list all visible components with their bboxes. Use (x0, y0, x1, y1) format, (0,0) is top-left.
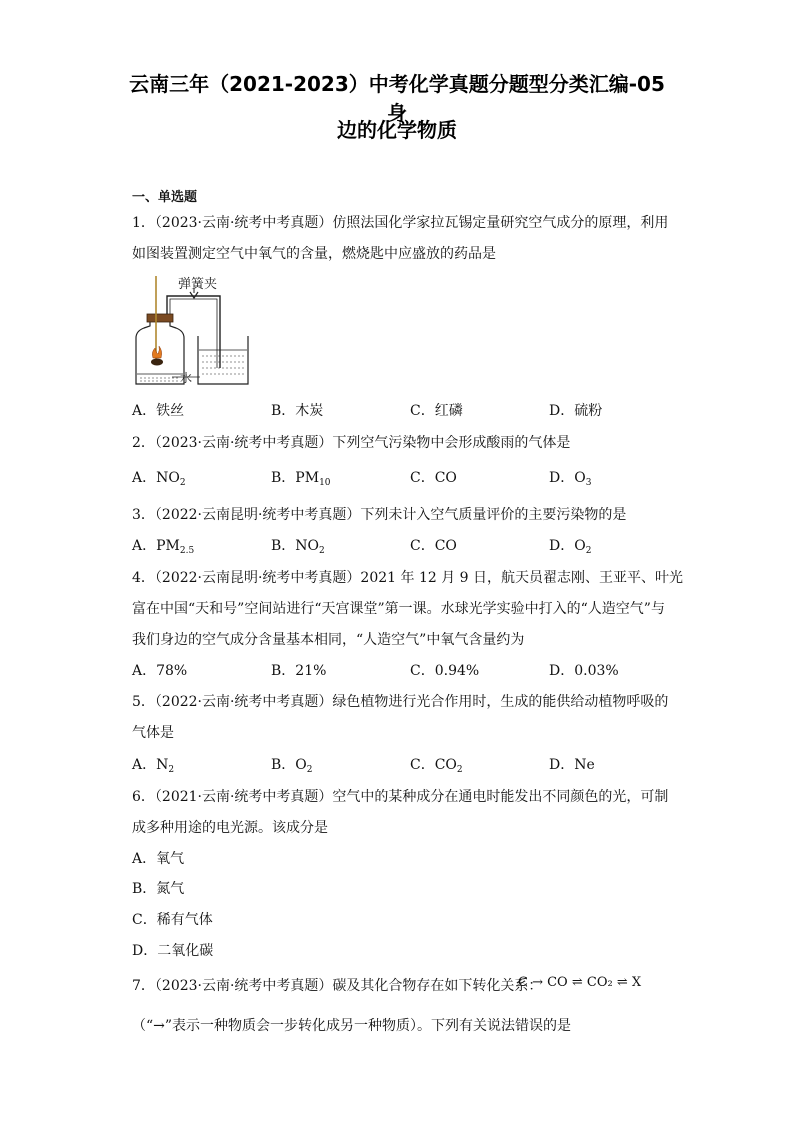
q4-option-a: A．78% (132, 663, 188, 679)
q4-option-d: D．0.03% (549, 663, 619, 679)
q2-option-c: C．CO (410, 470, 457, 486)
q5-options (132, 754, 692, 774)
q5-option-c: C．$CO_2$ (410, 757, 463, 775)
q3-options (132, 535, 692, 555)
q3-option-c: C．CO (410, 538, 457, 554)
q3-option-a: A．$PM_{2.5}$ (132, 538, 195, 556)
q5-option-d: D．Ne (549, 757, 595, 773)
q4-stem-line-1: 4．（2022·云南昆明·统考中考真题）2021 年 12 月 9 日，航天员翟志刚、王亚平、叶光 (132, 570, 684, 586)
q2-stem: 2．（2023·云南·统考中考真题）下列空气污染物中会形成酸雨的气体是 (132, 435, 571, 451)
q4-stem-line-2: 富在中国“天和号”空间站进行“天宫课堂”第一课。水球光学实验中打入的“人造空气”与 (132, 601, 665, 617)
q7-stem-line-1: 7．（2023·云南·统考中考真题）碳及其化合物存在如下转化关系： (132, 978, 543, 994)
beaker-shape (198, 336, 248, 384)
q2-option-b: B．$PM_{10}$ (271, 470, 331, 488)
glass-tube-inner (170, 299, 217, 368)
q6-option-d: D．二氧化碳 (132, 943, 214, 959)
q5-option-a: A．$N_2$ (132, 757, 175, 775)
q6-option-a: A．氧气 (132, 851, 185, 867)
q5-stem-line-2: 气体是 (132, 725, 174, 741)
q3-option-b: B．$NO_2$ (271, 538, 325, 556)
flame-shape (152, 346, 161, 358)
q7-stem-line-2: （“→”表示一种物质会一步转化成另一种物质）。下列有关说法错误的是 (132, 1018, 572, 1034)
spoon-bowl (151, 359, 163, 366)
q2-option-a: A．$NO_2$ (132, 470, 186, 488)
q1-stem-line-2: 如图装置测定空气中氧气的含量，燃烧匙中应盛放的药品是 (132, 246, 496, 262)
q6-stem-line-1: 6．（2021·云南·统考中考真题）空气中的某种成分在通电时能发出不同颜色的光，可制 (132, 789, 669, 805)
q3-option-d: D．$O_2$ (549, 538, 592, 556)
q5-option-b: B．$O_2$ (271, 757, 313, 775)
clip-label: 弹簧夹 (178, 277, 218, 292)
q6-stem-line-2: 成多种用途的电光源。该成分是 (132, 820, 328, 836)
water-label: 水 (180, 371, 193, 385)
q1-option-d: D．硫粉 (549, 403, 603, 419)
q7-equation: C → CO ⇌ CO₂ ⇌ X (518, 975, 642, 990)
q2-option-d: D．$O_3$ (549, 470, 592, 488)
document-title-line-1: 云南三年（2021-2023）中考化学真题分题型分类汇编-05 身 (129, 72, 665, 125)
q4-stem-line-3: 我们身边的空气成分含量基本相同，“人造空气”中氧气含量约为 (132, 632, 525, 648)
document-title-line-2: 边的化学物质 (337, 118, 457, 142)
apparatus-diagram (132, 276, 252, 392)
q1-stem-line-1: 1．（2023·云南·统考中考真题）仿照法国化学家拉瓦锡定量研究空气成分的原理，利用 (132, 215, 669, 231)
q4-option-c: C．0.94% (410, 663, 480, 679)
q5-stem-line-1: 5．（2022·云南·统考中考真题）绿色植物进行光合作用时，生成的能供给动植物呼吸的 (132, 694, 669, 710)
q4-options (132, 660, 692, 680)
q3-stem: 3．（2022·云南昆明·统考中考真题）下列未计入空气质量评价的主要污染物的是 (132, 507, 627, 523)
q1-option-c: C．红磷 (410, 403, 463, 419)
q2-options (132, 467, 692, 487)
q1-options (132, 400, 692, 420)
q1-option-b: B．木炭 (271, 403, 324, 419)
q6-option-c: C．稀有气体 (132, 912, 213, 928)
q4-option-b: B．21% (271, 663, 327, 679)
q6-option-b: B．氮气 (132, 881, 185, 897)
stopper-shape (147, 314, 173, 322)
q1-option-a: A．铁丝 (132, 403, 185, 419)
apparatus-svg (132, 276, 252, 392)
glass-tube (167, 296, 220, 368)
section-heading: 一、单选题 (132, 190, 198, 205)
